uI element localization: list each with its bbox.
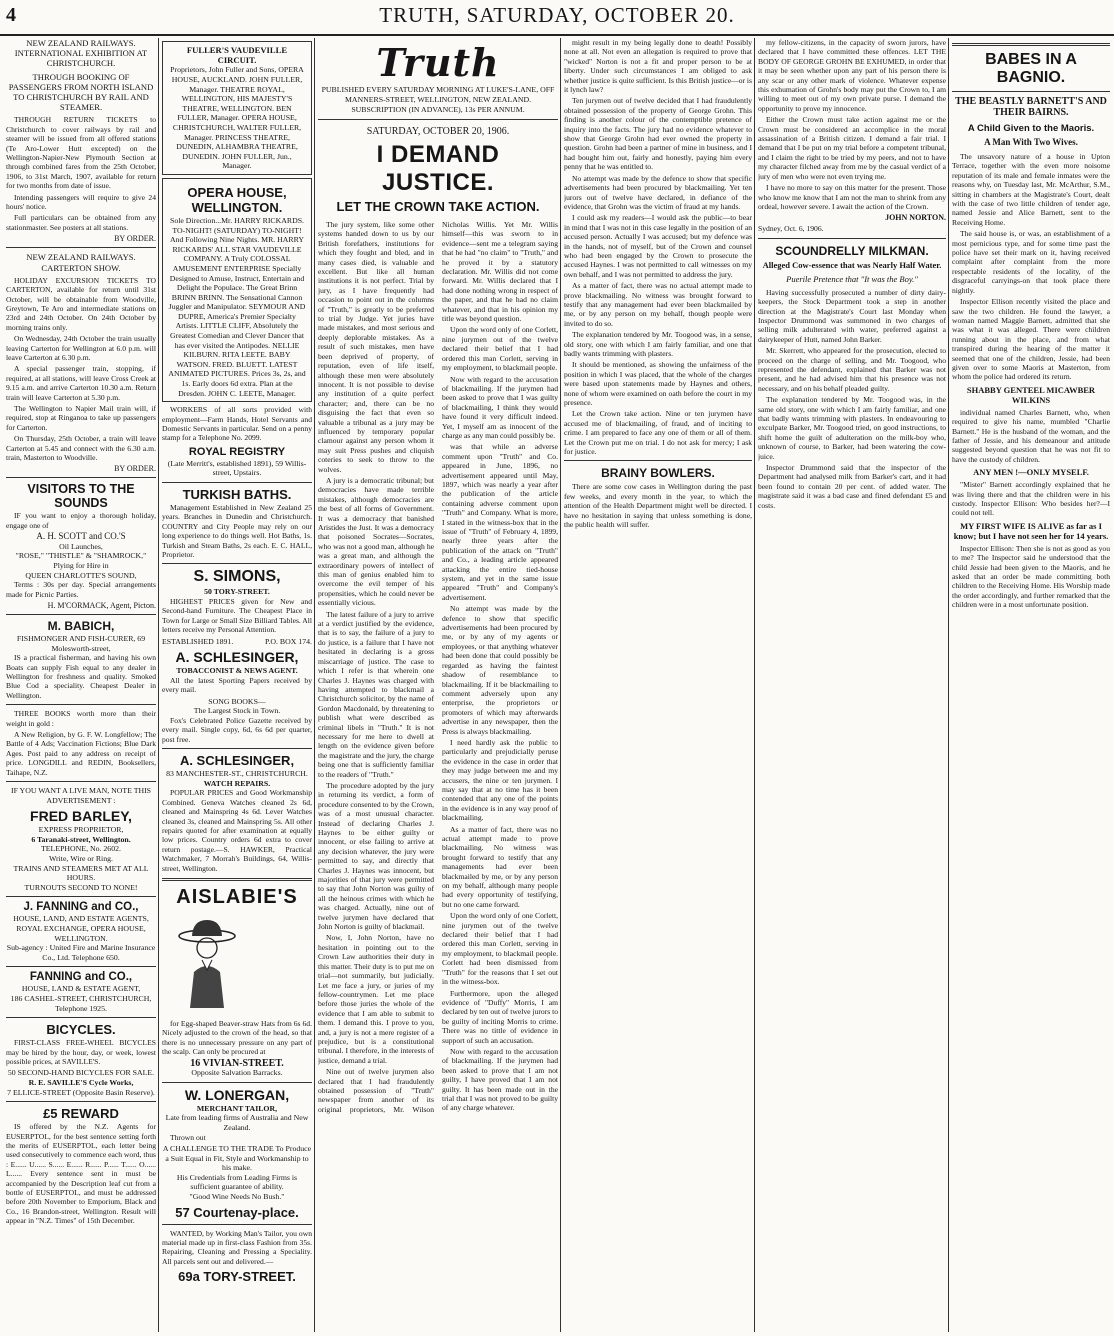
editorial-paragraph: The procedure adopted by the jury in returning its verdict, a form of procedure consented to by the Crown, was of a most unusual character. Instead of declaring Charles J. Haynes to be either guilty or innocent, or else failing to arrive at any decision whatever, the jury were permitted to say, and directly that Charles J. Haynes was innocent, but majorities of that jury were permitted to say that John Norton was guilty of all the heinous crimes with which he was charged. Actually, nine out of twelve jurymen have declared that John Norton is guilty of blackmail.	[318, 780, 434, 932]
article-paragraph: There are some cow cases in Wellington during the past few weeks, and every month in the year, to which the attention of the Health Department might well be directed. I have no hesitation in saying that unless something is done, the public health will suffer.	[564, 482, 752, 530]
ad-title: S. SIMONS,	[193, 568, 281, 586]
divider	[6, 477, 156, 478]
ad-line: "Good Wine Needs No Bush."	[189, 1191, 285, 1201]
editorial-paragraph: A jury is a democratic tribunal; but democracies have made terrible mistakes, although democracies are the best of all forms of Government. It was a democracy that banished Aristides the Just. It was a democracy that poisoned Socrates—Socrates, who was not a good man, although he was a great man, and although the extraordinary powers of intellect of this man of genius enabled him to overcome the evil temper of his propensities, which he could never be essentially vicious.	[318, 475, 434, 608]
divider	[6, 247, 156, 248]
ad-text: FIRST-CLASS FREE-WHEEL BICYCLES may be hired by the hour, day, or week, lowest possible prices, at SAVILLE'S.	[6, 1038, 156, 1066]
divider	[564, 460, 752, 461]
ad-text: On Wednesday, 24th October the train usually leaving Carterton for Wellington at 6.0 p.m. will leave Carterton at 6.30 p.m.	[6, 334, 156, 362]
divider	[162, 1082, 312, 1083]
ad-footer-row	[162, 637, 312, 647]
ad-signoff: BY ORDER.	[114, 464, 156, 474]
ad-text: The Wellington to Napier Mail train will, if required, stop at Ringanoa to take up passengers for Carterton.	[6, 403, 156, 432]
editorial-paragraph: Upon the word only of one Corlett, nine jurymen out of the twelve declared their belief that I had ordered this man Corlett, serving in my employment, to blackmail people. Corlett had been dismissed from "Truth" for the reasons that I set out in the witness-box.	[442, 911, 558, 987]
classifieds-column-2	[162, 38, 312, 1332]
ad-line: TOBACCONIST & NEWS AGENT.	[176, 666, 298, 676]
ad-line: IF YOU WANT A LIVE MAN, NOTE THIS ADVERTISEMENT :	[10, 786, 152, 805]
editorial-paragraph: Ten jurymen out of twelve decided that I had fraudulently obtained possession of the property of George Grohn. This finding is another colour of the contemptible pretence of inquiry into the facts. The jury had no evidence whatever to show that George Grohn had ever owned the property in question. Grohn had been a partner of mine in business, and I had bought him out, fairly and honestly, paying him every penny that he was entitled to.	[564, 96, 752, 172]
editorial-column-end	[758, 38, 946, 1332]
ad-text: HIGHEST PRICES given for New and Second-hand Furniture. The Cheapest Place in Town for Large or Small Size Billiard Tables. All letters receive my Personal Attention.	[162, 597, 312, 635]
article-headline: BABES IN A BAGNIO.	[985, 51, 1077, 86]
editorial-paragraph: Now with regard to the accusation of blackmailing. If the jurymen had been asked to prove that I was guilty of blackmailing, I think they would have found it very difficult indeed. Yet, I myself am as innocent of the charge as any man could possibly be.	[442, 374, 558, 440]
ad-title: ROYAL REGISTRY	[188, 445, 286, 458]
ad-title: FRED BARLEY,	[30, 808, 132, 825]
article-subheadline: Puerile Pretence that "It was the Boy."	[786, 273, 918, 284]
ad-title: A. SCHLESINGER,	[175, 649, 299, 666]
article-subheadline: A Child Given to the Maoris.	[967, 123, 1095, 134]
author-signoff: JOHN NORTON.	[885, 213, 946, 223]
ad-heading: NEW ZEALAND RAILWAYS.	[26, 252, 136, 263]
editorial-paragraph: Now with regard to the accusation of blackmailing. If the jurymen had been asked to prove that I am not guilty, I have proved that I am not guilty. It has been made out in the trial that I was not proved to be guilty of any charge whatever.	[442, 1046, 558, 1113]
article-subheadline: Alleged Cow-essence that was Nearly Half Water.	[762, 259, 942, 270]
article-crosshead: ANY MEN !—ONLY MYSELF.	[973, 467, 1089, 478]
ad-title: J. FANNING and CO.,	[23, 901, 139, 914]
ad-text: POPULAR PRICES and Good Workmanship Combined. Geneva Watches cleaned 2s 6d, cleaned and Mainspring 4s 6d. Lever Watches cleaned 3s, cleaned and Mainspring 5s. All other repairs quoted for after examination at equally low prices. Country orders 6d extra to cover return postage.—S. HAWKER, Practical Watchmaker, 7 Morrah's Buildings, 64, Willis-street, Wellington.	[162, 788, 312, 873]
article-paragraph: Having successfully prosecuted a number of dirty dairy-keepers, the Stock Department took a step in another direction at the Magistrate's Court last Monday when Inspector Drummond was summoned in two charges of selling milk adulterated with water, preferred against a dairykeeper of Hutt, named John Barker.	[758, 287, 946, 344]
article-paragraph: Inspector Ellison recently visited the place and saw the two children. He found the lawyer, a woman named Maggie Barnett, admitted that she was what it was alleged. There were children running about in the place, and from what transpired during the hearing of the matter it seemed that one of the children, Jessie, had been given over to some Maoris at Masterton, from whom the police had ordered its return.	[952, 297, 1110, 382]
ad-line: Sub-agency : United Fire and Marine Insurance Co., Ltd. Telephone 650.	[6, 943, 156, 962]
article-paragraph: Inspector Drummond said that the inspector of the Department had analysed milk from Barker's cart, and it had been found to contain 20 per cent. of added water. The magistrate said it was a bad case and fined defendant £5 and costs.	[758, 463, 946, 510]
article-subheadline: A Man With Two Wives.	[984, 137, 1078, 147]
ad-line: Sole Direction...Mr. HARRY RICKARDS. TO-NIGHT! (SATURDAY) TO-NIGHT! And Following Nine Nights. MR. HARRY RICKARDS' ALL STAR VAUDEVILLE COMPANY. A Truly COLOSSAL AMUSEMENT ENTERPRISE Specially Designed to Amuse, Instruct, Entertain and Delight the Populace. The Great Brinn BRINN BRINN. The Sensational Cannon Juggler and Manipulator. SEYMOUR AND DUPRE, America's Premier Specialty Artists. LITTLE CLIFF, Absolutely the Greatest Comedian and Clever Dancer that has ever visited the Antipodes. NELLIE KILBURN. RITA LEETE. BABY WATSON. FRED. BLUETT. LATEST ANIMATED PICTURES. Prices 3s, 2s, and 1s. Early doors 6d extra. Plan at the Dresden. JOHN C. LEETE, Manager.	[168, 215, 306, 398]
news-column	[952, 38, 1110, 1332]
article-headline: BRAINY BOWLERS.	[601, 466, 715, 481]
hat-figure-illustration	[162, 914, 252, 1010]
ad-line: QUEEN CHARLOTTE'S SOUND,	[25, 570, 137, 580]
ad-title: AISLABIE'S	[176, 885, 298, 908]
ad-line: Write, Wire or Ring.	[49, 854, 113, 864]
ad-title: M. BABICH,	[47, 619, 115, 634]
divider	[6, 614, 156, 615]
editorial-paragraph: Nine out of twelve jurymen also declared that I had fraudulently obtained possession of "Truth" newspaper from another of its original proprietors, Mr. Wilson Nicholas Willis. Yet Mr. Willis himself—this was sworn to in evidence—sent me a telegram saying that he had "no claim" to "Truth," and he proved it by a statutory declaration. Mr. Willis did not come forward. Mr. Willis declared that I had done nothing wrong in respect of the paper, and that he had no claim whatever, and that in his opinion my title was beyond question.	[318, 220, 558, 1114]
dateline: Sydney, Oct. 6, 1906.	[758, 224, 824, 234]
editorial-paragraph: As a matter of fact, there was no actual attempt made to prove blackmailing. No witness was brought forward to testify that any managements had ever been blackmailed by me, or by any person on my behalf, although many people had every opportunity of testifying, but no one came forward.	[442, 824, 558, 909]
editorial-paragraph: I need hardly ask the public to particularly and prejudicially peruse the evidence in the case in order that they may judge between me and my accusers, the nine or ten jurymen. I may say that at no time has it been contended that any one of the points in the evidence is in any way proof of blackmailing.	[442, 737, 558, 823]
ad-text: All the latest Sporting Papers received by every mail.	[162, 675, 312, 695]
ad-text: Fox's Celebrated Police Gazette received by every mail. Single copy, 6d, 6s 6d per quarter, post free.	[162, 715, 312, 744]
ad-title: VISITORS TO THE SOUNDS	[27, 482, 135, 511]
article-crosshead: SHABBY GENTEEL MICAWBER WILKINS	[966, 384, 1096, 405]
ad-line: His Credentials from Leading Firms is sufficient guarantee of ability.	[176, 1172, 298, 1192]
editorial-column-continued	[564, 38, 752, 1332]
ad-line: P.O. BOX 174.	[264, 636, 312, 646]
ad-line: The Largest Stock in Town.	[193, 706, 281, 716]
ad-title: W. LONERGAN,	[184, 1086, 290, 1103]
editorial-paragraph: was that while an adverse comment upon "Truth" and Co. appeared in June, 1896, no advertisement appeared until May, 1897, which was nearly a year after the publication of the article containing adverse comment upon "Truth" and Company. What is more, I stated in the witness-box that in the issue of "Truth" of February 4, 1899, nearly three years after the publication of the attack on "Truth" and Co., a leading article appeared attacking the entire tied-house system, and yet in the same issue appeared "Truth" and Company's advertisement.	[442, 442, 558, 602]
ad-title: £5 REWARD	[43, 1106, 119, 1122]
ad-signoff: H. M'CORMACK, Agent, Picton.	[47, 601, 156, 611]
ad-line: ROYAL EXCHANGE, OPERA HOUSE, WELLINGTON.	[16, 924, 146, 943]
ad-line: Plying for Hire in	[53, 561, 109, 571]
truth-logo: Truth	[376, 40, 500, 85]
ad-line: (Late Merritt's, established 1891), 59 Willis-street, Upstairs.	[167, 458, 307, 478]
editorial-paragraph: Now, I, John Norton, have no hesitation in pointing out to the Crown Law authorities their duty in this matter. Their duty is to put me on trial—not summarily, but judicially. Let me face a jury, or juries of my fellow-countrymen. Let me place before those juries the whole of the evidence that I am able to submit to them. I demand this. I prove to you, and, a jury is not a mere register of a prejudice, but is a constitutional tribunal. I therefore, in the interests of justice, demand a trial.	[318, 933, 434, 1065]
editorial-paragraph: It should be mentioned, as showing the unfairness of the position in which I was placed, that the whole of the charges were based upon statements made by Haynes and others, none of whom were examined on oath before the court in my presence.	[564, 360, 752, 408]
ad-line: TURNOUTS SECOND TO NONE!	[24, 882, 138, 892]
column-rule	[754, 38, 755, 1332]
divider	[162, 482, 312, 483]
ad-text: Terms : 30s per day. Special arrangements made for Picnic Parties.	[6, 580, 156, 599]
ad-title: A. SCHLESINGER,	[179, 753, 295, 769]
ad-text: IF you want to enjoy a thorough holiday, engage one of	[6, 511, 156, 530]
ad-line: MERCHANT TAILOR,	[196, 1103, 278, 1113]
ad-line: 50 TORY-STREET.	[204, 587, 270, 597]
ad-heading: FULLER'S VAUDEVILLE CIRCUIT.	[186, 45, 288, 66]
ad-title: OPERA HOUSE, WELLINGTON.	[187, 184, 287, 215]
divider	[6, 781, 156, 782]
divider	[952, 43, 1110, 46]
ad-line: 83 MANCHESTER-ST., CHRISTCHURCH.	[166, 769, 308, 779]
subheadline: LET THE CROWN TAKE ACTION.	[336, 199, 540, 214]
ad-text: IS offered by the N.Z. Agents for EUSERPTOL, for the best sentence setting forth the merits of EUSERPTOL, each letter being used consecutively to commence each word, thus : E...... U...... S...... E...... R...... P...... T...... O...... L...... Every sentence sent in must be accompanied by the Description leaf cut from a bottle of EUSERPTOL, and must be addressed before 20th November to Emporium, Black and Co., 16 Brandon-street, Wellington. Result will appear in "N.Z. Times" of 15th December.	[6, 1122, 156, 1226]
column-rule	[158, 38, 159, 1332]
article-paragraph: The unsavory nature of a house in Upton Terrace, together with the even more noisome reputation of its male and female inmates were the reasons why, on Tuesday last, Mr. McArthur, S.M., sitting in chambers at the Magistrate's Court, dealt with the case of two little children of tender age, named Jessie and Alice Barnett, sent to the Receiving Home.	[952, 152, 1110, 227]
article-paragraph: Inspector Ellison: Then she is not as good as you to me? The Inspector said he understood that the child Jessie had been given to the Maoris, and he asked that an order be made committing both children to the Receiving Home. His Worship made the order accordingly, and further remarked that the children were in a most unfortunate position.	[952, 543, 1110, 610]
ad-line: 7 ELLICE-STREET (Opposite Basin Reserve).	[7, 1087, 155, 1097]
article-paragraph: individual named Charles Barnett, who, when required to give his name, mumbled "Charlie Barnett." He is the husband of the woman, and the father of Jessie, and his demeanour and attitude suggested beyond question that he was not fit to have the custody of children.	[952, 407, 1110, 464]
editorial-paragraph: No attempt was made by the defence to show that specific advertisements had been procured by blackmailing. Yet ten jurors out of twelve have declared, in defiance of the evidence, that Grohn was the victim of fraud at my hands.	[564, 173, 752, 211]
ad-text: Management Established in New Zealand 25 years. Branches in Dunedin and Christchurch. COUNTRY and City People may rely on our long experience to do things well. Hot Baths, 1s. Turkish and Steam Baths, 2s each. E. C. HALL, Proprietor.	[162, 503, 312, 560]
ad-title: 69a TORY-STREET.	[178, 1269, 296, 1285]
ad-title: FANNING and CO.,	[29, 971, 133, 984]
ad-line: TRAINS AND STEAMERS MET AT ALL HOURS.	[13, 863, 149, 883]
article-headline: SCOUNDRELLY MILKMAN.	[775, 243, 929, 258]
headline: I DEMAND JUSTICE.	[376, 141, 500, 196]
ad-heading: INTERNATIONAL EXHIBITION AT CHRISTCHURCH.	[14, 48, 148, 69]
ad-title: TURKISH BATHS.	[182, 487, 292, 503]
fullers-ad	[162, 41, 312, 175]
ad-text: HOLIDAY EXCURSION TICKETS TO CARTERTON, available for return until 31st October, will be obtainable from Woodville, Greytown, Te Aro and intermediate stations on 23rd and 24th October. On 24th October by morning trains only.	[6, 275, 156, 332]
editorial-date: SATURDAY, OCTOBER 20, 1906.	[366, 126, 510, 137]
ad-line: Proprietors, John Fuller and Sons, OPERA HOUSE, AUCKLAND. JOHN FULLER, Manager. THEATRE ROYAL, WELLINGTON, HIS MAJESTY'S THEATRE, WELLINGTON. BEN FULLER, Manager. OPERA HOUSE, CHRISTCHURCH, WALTER FULLER, Manager. PRINCESS THEATRE, DUNEDIN, ALHAMBRA THEATRE, DUNEDIN. JOHN FULLER, Jun., Manager.	[170, 65, 304, 171]
divider	[6, 704, 156, 705]
ad-line: Late from leading firms of Australia and New Zealand.	[165, 1113, 309, 1132]
ad-line: SONG BOOKS—	[208, 696, 266, 706]
ad-heading: THROUGH BOOKING OF PASSENGERS FROM NORTH ISLAND TO CHRISTCHURCH BY RAIL AND STEAMER.	[8, 71, 154, 113]
ad-line: Telephone 1925.	[55, 1003, 107, 1013]
divider	[162, 1224, 312, 1225]
editorial-paragraph: As a matter of fact, there was no actual attempt made to prove blackmailing. No witness was brought forward to testify that any management had ever been blackmailed by me, or by any person on my behalf, though people were invited to do so.	[564, 281, 752, 328]
ad-line: Oil Launches,	[59, 541, 103, 551]
ad-line: 6 Taranaki-street, Wellington.	[31, 834, 131, 844]
ad-line: Opposite Salvation Barracks.	[191, 1068, 283, 1078]
ad-text: Thrown out	[170, 1132, 206, 1142]
ad-line: 186 CASHEL-STREET, CHRISTCHURCH,	[10, 993, 152, 1003]
page-number: 4	[6, 4, 16, 26]
masthead	[0, 0, 1114, 36]
divider	[6, 1101, 156, 1102]
divider	[162, 563, 312, 564]
editorial-paragraph: Either the Crown must take action against me or the Crown must be considered an accomplice in the moral assassination of a British citizen. I demand a fair trial. I demand that I be put on my trial before a competent tribunal, and I claim the right to be tried by my peers, and not to have my character filched away from me by the casual verdict of a jury of men who were not even trying me.	[758, 115, 946, 181]
masthead-title: TRUTH, SATURDAY, OCTOBER 20.	[379, 3, 735, 27]
ad-title: 57 Courtenay-place.	[175, 1204, 299, 1220]
editorial-paragraph: The jury system, like some other systems handed down to us by our British forefathers, institutions for which they fought and bled, and in many cases died, is valuable and excellent. But like all human institutions it is not perfect. Trial by jury, as I have frequently had occasion to point out in the columns of "Truth," is greatly to be preferred to trial by Judge. Yet juries have made mistakes, and most serious and deeply deplorable mistakes. As a result of such mistakes, men have been deprived of property, of reputation, even of life itself, although these men were absolutely innocent. It is not possible to devise any institution of a quite perfect character; and, there can be no disguising the fact that even so valuable a tribunal as a jury may be influenced by temporary popular clamour against any person whom it may suit Press pushes and cliquish coteries to seek to throw to the wolves.	[318, 220, 434, 474]
ad-text: A New Religion, by G. F. W. Longfellow; The Battle of 4 Ads; Vaccination Fictions; Blue Dark Ages. Post paid to any address on receipt of price. LONGDILL and REDIN, Booksellers, Taihape, N.Z.	[6, 730, 156, 777]
ad-text: On Thursday, 25th October, a train will leave Carterton at 5.45 and connect with the 6.30 a.m. train, Masterton to Woodville.	[6, 434, 156, 463]
opera-house-ad	[162, 178, 312, 402]
ad-line: "ROSE," "THISTLE" & "SHAMROCK,"	[15, 551, 147, 561]
ad-text: Intending passengers will require to give 24 hours' notice.	[6, 192, 156, 212]
article-crosshead: MY FIRST WIFE IS ALIVE as far as I know; but I have not seen her for 14 years.	[953, 520, 1109, 541]
editorial-body	[318, 220, 558, 1114]
divider	[952, 91, 1110, 92]
ad-line: ESTABLISHED 1891.	[162, 636, 234, 646]
divider	[318, 119, 558, 120]
publication-notice: PUBLISHED EVERY SATURDAY MORNING AT LUKE'S-LANE, OFF MANNERS-STREET, WELLINGTON, NEW ZEALAND.	[321, 85, 555, 104]
editorial-paragraph: I could ask my readers—I would ask the public—to bear in mind that I was not in this case legally in the position of an accused person. Actually I was accused; but my defence was in the hands, not of myself, but of the Crown and counsel who had been engaged by the Crown to prosecute the accused Haynes. I was not permitted to call witnesses on my own behalf, and I was not permitted to address the jury.	[564, 213, 752, 279]
editorial-paragraph: I have no more to say on this matter for the present. Those who know me know that I am not the man to shrink from any ordeal, however severe. I await the action of the Crown.	[758, 183, 946, 211]
column-rule	[314, 38, 315, 1332]
editorial-paragraph: Furthermore, upon the alleged evidence of "Duffy" Morris, I am declared by ten out of twelve jurors to be guilty of inciting Morris to crime. There was no tittle of evidence in support of such an accusation.	[442, 988, 558, 1045]
ad-line: R. E. SAVILLE'S Cycle Works,	[28, 1077, 134, 1087]
ad-heading: NEW ZEALAND RAILWAYS.	[26, 38, 136, 48]
article-paragraph: The explanation tendered by Mr. Toogood was, in the same old story, one with which I am fairly familiar, and one that badly wants trimming with plasters. In endeavouring to exculpate Barker, Mr. Toogood tried, on good instructions, to shift home the guilt of adulteration on the milk-boy who, unknown of course, to Barker, had been watering the cow-juice.	[758, 395, 946, 461]
article-paragraph: Mr. Skerrett, who appeared for the prosecution, elected to proceed on the charge of selling, and Mr. Toogood, who represented the defendant, explained that Barker was not present, and he had advised him that his presence was not necessary, and on his behalf pleaded guilty.	[758, 346, 946, 393]
ad-text: WANTED, by Working Man's Tailor, you own material made up in first-class Fashion from 35s. Repairing, Cleaning and Pressing a Speciality. All parcels sent out and delivered.—	[162, 1228, 312, 1266]
editorial-paragraph: The latest failure of a jury to arrive at a verdict justified by the evidence, that is to say, the failure of a jury to do justice, is a failure that I have not hesitated in declaring is a gross miscarriage of justice. The case to which I refer is that wherein one Charles J. Haynes was charged with having attempted to blackmail a Christchurch solicitor, by the name of Gordon Macdonald, by threatening to publish what were described as criminal libels in "Truth." It is not necessary for me here to dwell at length on the evidence given before the magistrate and the jury, the charge being one that is sufficiently familiar to the readers of "Truth."	[318, 609, 434, 779]
classifieds-column-1	[6, 38, 156, 1332]
ad-text: IS a practical fisherman, and having his own Boats can supply Fish equal to any dealer in Wellington for freshness and quality. Smoked Blue Cod a speciality. Cheapest Dealer in Wellington.	[6, 653, 156, 700]
ad-line: 50 SECOND-HAND BICYCLES FOR SALE.	[7, 1068, 155, 1078]
editorial-paragraph: Upon the word only of one Corlett, nine jurymen out of the twelve declared their belief that I had ordered this man Corlett, serving in my employment, to blackmail people.	[442, 325, 558, 373]
ad-title: BICYCLES.	[46, 1022, 116, 1038]
divider	[758, 238, 946, 239]
ad-text: Full particulars can be obtained from any stationmaster. See posters at all stations.	[6, 213, 156, 232]
subscription-notice: SUBSCRIPTION (IN ADVANCE), 13s PER ANNUM.	[351, 105, 525, 114]
ad-line: WATCH REPAIRS.	[203, 778, 271, 788]
article-subheadline: THE BEASTLY BARNETT'S AND THEIR BAIRNS.	[955, 96, 1107, 118]
ad-line: FISHMONGER AND FISH-CURER, 69 Molesworth-street,	[16, 634, 146, 653]
ad-line: EXPRESS PROPRIETOR,	[38, 825, 124, 835]
ad-line: A CHALLENGE TO THE TRADE To Produce a Suit Equal in Fit, Style and Workmanship to his make.	[162, 1143, 312, 1173]
ad-text: WORKERS of all sorts provided with employment—Farm Hands, Hotel Servants and Domestic Servants in particular. Send on a penny stamp for a Telephone No. 2099.	[162, 405, 312, 443]
divider	[162, 878, 312, 881]
ad-text: THREE BOOKS worth more than their weight in gold :	[6, 709, 156, 728]
editorial-paragraph: The explanation tendered by Mr. Toogood was, in a sense, old story, one with which I am fairly familiar, and one that badly wants trimming with plasters.	[564, 330, 752, 358]
ad-line: TELEPHONE, No. 2602.	[41, 844, 121, 854]
ad-text: for Egg-shaped Beaver-straw Hats from 6s 6d. Nicely adjusted to the crown of the head, so that there is no unnecessary pressure on any part of the scalp. Can only be procured at	[162, 1018, 312, 1057]
ad-line: HOUSE, LAND, AND ESTATE AGENTS,	[13, 914, 149, 924]
divider	[6, 896, 156, 897]
editorial-paragraph: Let the Crown take action. Nine or ten jurymen have accused me of blackmailing, of fraud, and of inciting to crime. I am prepared to face any one of them or all of them. Let the Crown put me on trial. I do not ask for mercy; I ask for justice.	[564, 409, 752, 457]
editorial-paragraph: might result in my being legally done to death! Possibly none at all. Not even an allegation is required to prove that "wicked" Norton is not a fit and proper person to be at liberty. Under such circumstances I am obliged to ask whether justice is quite sufficient. Is this British justice—or is it lynch law?	[564, 38, 752, 95]
article-paragraph: The said house is, or was, an establishment of a most pernicious type, and for some time past the police have set their mark on it, having received complaint after complaint from the more respectable residents of the locality, of the disgraceful carryings-on that took place there nightly.	[952, 229, 1110, 295]
ad-line: HOUSE, LAND & ESTATE AGENT,	[21, 984, 141, 994]
ad-line: A. H. SCOTT and CO.'S	[36, 531, 126, 542]
editorial-column	[318, 38, 558, 1332]
divider	[162, 748, 312, 749]
ad-text: THROUGH RETURN TICKETS to Christchurch to cover railways by rail and steamer will be issued from all offered stations (Te Aro-Lower Hutt excepted) on the Wellington-Napier-New Plymouth Section at through combined fares from the 25th October, 1906, to 31st March, 1907, available for return for two months from date of issue.	[6, 115, 156, 191]
column-rule	[560, 38, 561, 1332]
ad-line: 16 VIVIAN-STREET.	[190, 1057, 284, 1069]
editorial-paragraph: my fellow-citizens, in the capacity of sworn jurors, have declared that I have committed these offences. LET THE BODY OF GEORGE GROHN BE EXHUMED, in order that it may be seen whether upon any part of his person there is any scar or any other mark of violence. Whatever expense this exhumation of Grohn's body may put the Crown to, I am willing to meet out of my own private purse. I demand the opportunity to prove my innocence.	[758, 38, 946, 113]
ad-heading: CARTERTON SHOW.	[41, 262, 121, 273]
editorial-paragraph: No attempt was made by the defence to show that specific advertisements had been procured by me, or by any of my agents or employees, or that anything whatever had been done that could possibly be regarded as having the faintest shadow of resemblance to blackmailing. If it be blackmailing to comment adversely upon any enterprise, the proprietors or promoters of which may afterwards advertise in any newspaper, then the Press is always blackmailing.	[442, 604, 558, 736]
ad-text: A special passenger train, stopping, if required, at all stations, will leave Cross Creek at 9.15 a.m. and arrive Carterton 10.30 a.m. Return train will leave Carterton at 5.30 p.m.	[6, 364, 156, 402]
column-rule	[948, 38, 949, 1332]
article-paragraph: "Mister" Barnett accordingly explained that he was living there and that the children were in his custody. Inspector Ellison: Who besides her?—I could not tell.	[952, 480, 1110, 518]
divider	[6, 1017, 156, 1018]
ad-signoff: BY ORDER.	[114, 234, 156, 244]
divider	[6, 966, 156, 967]
